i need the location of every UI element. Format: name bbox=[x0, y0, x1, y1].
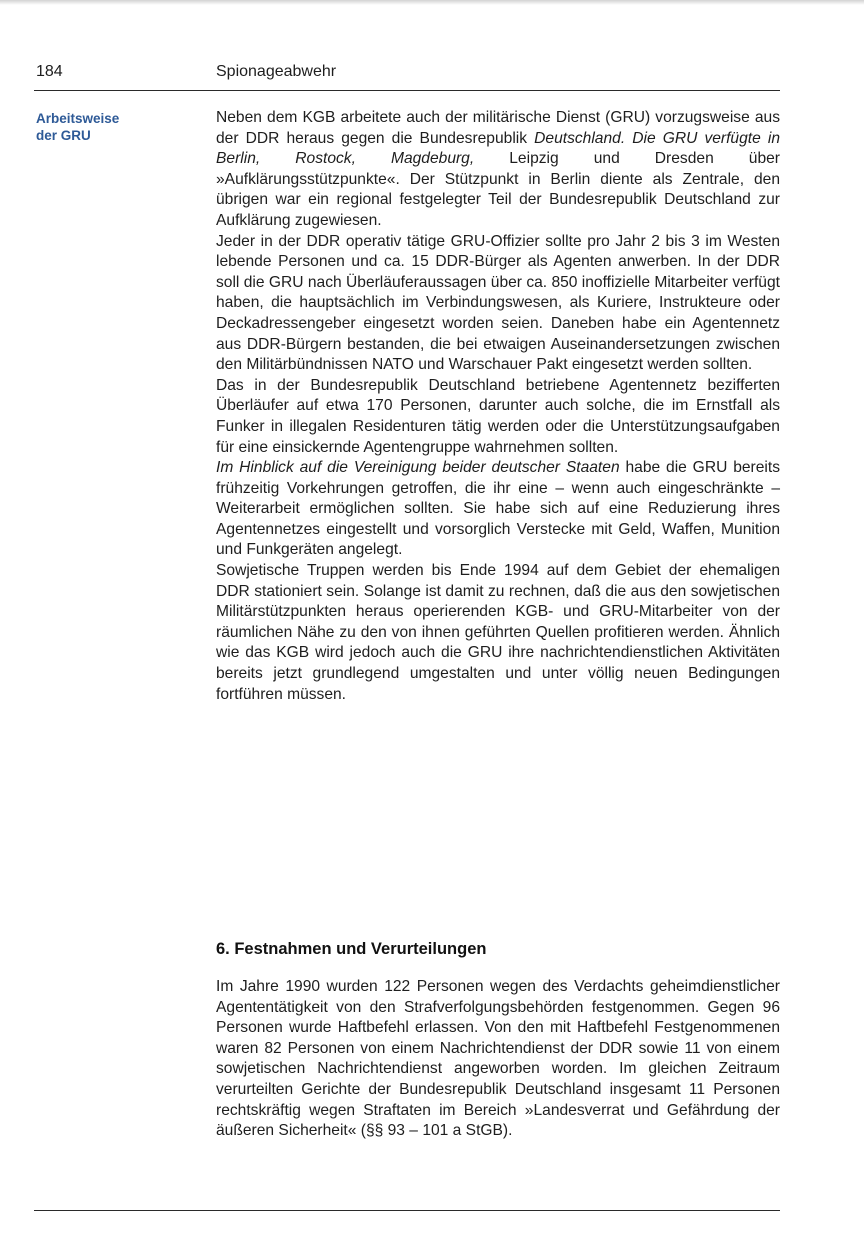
paragraph-4 bbox=[216, 458, 780, 561]
paragraph-1-text-a: Neben dem KGB arbeitete auch der militärische Dienst (GRU) vorzugsweise aus der DDR heraus gegen die Bundesrepublik bbox=[216, 109, 780, 147]
section-body bbox=[216, 977, 780, 1142]
section-heading: 6. Festnahmen und Verurteilungen bbox=[216, 940, 487, 958]
main-text-column bbox=[216, 108, 780, 705]
paragraph-1-text-b: Leipzig und Dresden über »Aufklärungsstützpunkte«. Der Stützpunkt in Berlin diente als Zentrale, den übrigen war ein regional festgelegter Teil der Bundesrepublik Deutschland zur Aufklärung zugewiesen. bbox=[216, 150, 781, 229]
paragraph-2: Jeder in der DDR operativ tätige GRU-Offizier sollte pro Jahr 2 bis 3 im Westen lebende Personen und ca. 15 DDR-Bürger als Agenten anwerben. In der DDR soll die GRU nach Überläuferaussagen über ca. 850 inoffizielle Mitarbeiter verfügt haben, die hauptsächlich im Verbindungswesen, als Kuriere, Instrukteure oder Deckadressengeber eingesetzt worden seien. Daneben habe ein Agentennetz aus DDR-Bürgern bestanden, die bei etwaigen Auseinandersetzungen zwischen den Militärbündnissen NATO und Warschauer Pakt eingesetzt werden sollten. bbox=[216, 232, 780, 374]
paragraph-4-italic: Im Hinblick auf die Vereinigung beider deutscher Staaten bbox=[216, 459, 620, 477]
header-rule bbox=[34, 90, 780, 91]
page-number: 184 bbox=[36, 63, 63, 80]
section-paragraph bbox=[216, 977, 780, 1142]
section-paragraph-text-b: rechtskräftig wegen Straftaten im Bereich »Landesverrat und Gefährdung der äußeren Sicherheit« (§§ 93 – 101 a StGB). bbox=[216, 1101, 780, 1140]
paragraph-3: Das in der Bundesrepublik Deutschland betriebene Agentennetz bezifferten Überläufer auf etwa 170 Personen, darunter auch solche, die im Ernstfall als Funker in illegalen Residenturen tätig werden oder die Unterstützungsaufgaben für eine einsickernde Agentengruppe wahrnehmen sollten. bbox=[216, 376, 780, 456]
margin-note bbox=[36, 110, 196, 144]
section-paragraph-text-a: Im Jahre 1990 wurden 122 Personen wegen des Verdachts geheimdienstlicher Agententätigkeit von den Strafverfolgungsbehörden festgenommen. Gegen 96 Personen wurde Haftbefehl erlassen. Von den mit Haftbefehl Festgenommenen waren 82 Personen von einem Nachrichtendienst der DDR sowie 11 von einem sowjetischen Nachrichtendienst angeworben worden. Im gleichen Zeitraum verurteilten Gerichte der Bundesrepublik Deutschland bbox=[216, 978, 780, 1098]
paragraph-4-text-b: habe die GRU bereits frühzeitig Vorkehrungen getroffen, die ihr eine – wenn auch eingeschränkte – Weiterarbeit ermöglichen sollten. Sie habe sich auf eine Reduzierung ihres Agentennetzes eingestellt und vorsorglich Verstecke mit Geld, Waffen, Munition und Funkgeräten angelegt. bbox=[216, 459, 780, 559]
paragraph-1 bbox=[216, 108, 780, 232]
paragraph-5: Sowjetische Truppen werden bis Ende 1994 auf dem Gebiet der ehemaligen DDR stationiert sein. Solange ist damit zu rechnen, daß die aus den sowjetischen Militärstützpunkten heraus operierenden KGB- und GRU-Mitarbeiter von der räumlichen Nähe zu den von ihnen geführten Quellen profitieren werden. Ähnlich wie das KGB wird jedoch auch die GRU ihre nachrichtendienstlichen Aktivitäten bereits jetzt grundlegend umgestalten und unter völlig neuen Bedingungen fortführen müssen. bbox=[216, 562, 780, 703]
margin-note-line-2: der GRU bbox=[36, 128, 91, 143]
page-top-edge bbox=[0, 0, 864, 5]
footer-rule bbox=[34, 1210, 780, 1211]
paragraph-1-italic: Deutschland. Die GRU verfügte in Berlin, Rostock, Magdeburg, bbox=[216, 129, 780, 168]
section-paragraph-italic: insgesamt 11 Personen bbox=[609, 1080, 780, 1098]
margin-note-line-1: Arbeitsweise bbox=[36, 111, 120, 126]
running-title: Spionageabwehr bbox=[216, 63, 337, 80]
